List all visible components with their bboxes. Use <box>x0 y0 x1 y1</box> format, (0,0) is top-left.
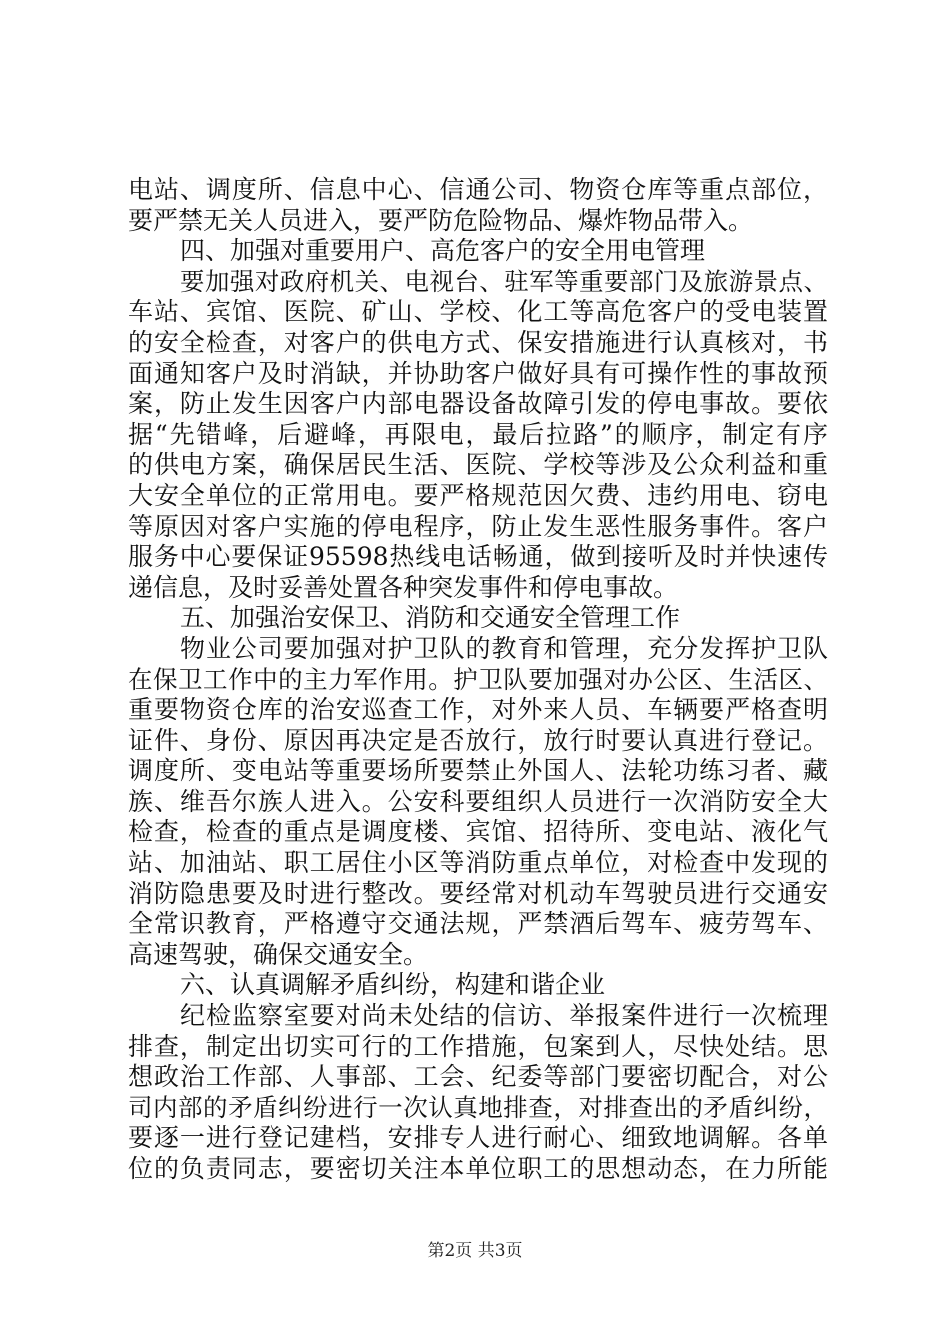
text-line: 车站、宾馆、医院、矿山、学校、化工等高危客户的受电装置 <box>128 297 828 327</box>
text-line: 检查，检查的重点是调度楼、宾馆、招待所、变电站、液化气 <box>128 817 828 847</box>
section-heading: 六、认真调解矛盾纠纷，构建和谐企业 <box>180 970 606 1000</box>
text-line: 全常识教育，严格遵守交通法规，严禁酒后驾车、疲劳驾车、 <box>128 909 828 939</box>
text-line: 大安全单位的正常用电。要严格规范因欠费、违约用电、窃电 <box>128 480 828 510</box>
text-line: 司内部的矛盾纠纷进行一次认真地排查，对排查出的矛盾纠纷， <box>128 1092 828 1122</box>
text-line: 位的负责同志，要密切关注本单位职工的思想动态，在力所能 <box>128 1154 828 1183</box>
text-line: 要逐一进行登记建档，安排专人进行耐心、细致地调解。各单 <box>128 1123 828 1153</box>
text-line: 消防隐患要及时进行整改。要经常对机动车驾驶员进行交通安 <box>128 878 828 908</box>
text-line: 想政治工作部、人事部、工会、纪委等部门要密切配合，对公 <box>128 1062 828 1092</box>
text-line: 要加强对政府机关、电视台、驻军等重要部门及旅游景点、 <box>180 266 828 296</box>
text-line: 调度所、变电站等重要场所要禁止外国人、法轮功练习者、藏 <box>128 756 828 786</box>
text-line: 站、加油站、职工居住小区等消防重点单位，对检查中发现的 <box>128 848 828 878</box>
text-line: 的安全检查，对客户的供电方式、保安措施进行认真核对，书 <box>128 327 828 357</box>
text-line: 物业公司要加强对护卫队的教育和管理，充分发挥护卫队 <box>180 633 828 663</box>
text-line: 要严禁无关人员进入，要严防危险物品、爆炸物品带入。 <box>128 205 754 235</box>
text-line: 案，防止发生因客户内部电器设备故障引发的停电事故。要依 <box>128 389 828 419</box>
text-line: 高速驾驶，确保交通安全。 <box>128 939 429 969</box>
text-line: 证件、身份、原因再决定是否放行，放行时要认真进行登记。 <box>128 725 828 755</box>
text-line: 据“先错峰，后避峰，再限电，最后拉路”的顺序，制定有序 <box>128 419 828 449</box>
text-line: 电站、调度所、信息中心、信通公司、物资仓库等重点部位， <box>128 175 828 204</box>
document-body <box>128 175 828 1185</box>
page-number-footer: 第2页 共3页 <box>427 1241 523 1261</box>
text-line: 递信息，及时妥善处置各种突发事件和停电事故。 <box>128 572 679 602</box>
text-line: 面通知客户及时消缺，并协助客户做好具有可操作性的事故预 <box>128 358 828 388</box>
text-line: 族、维吾尔族人进入。公安科要组织人员进行一次消防安全大 <box>128 786 828 816</box>
section-heading: 四、加强对重要用户、高危客户的安全用电管理 <box>180 236 706 266</box>
text-line: 的供电方案，确保居民生活、医院、学校等涉及公众利益和重 <box>128 450 828 480</box>
text-line: 在保卫工作中的主力军作用。护卫队要加强对办公区、生活区、 <box>128 664 828 694</box>
text-line: 等原因对客户实施的停电程序，防止发生恶性服务事件。客户 <box>128 511 828 541</box>
text-line: 重要物资仓库的治安巡查工作，对外来人员、车辆要严格查明 <box>128 695 828 725</box>
text-line: 排查，制定出切实可行的工作措施，包案到人，尽快处结。思 <box>128 1031 828 1061</box>
text-line: 纪检监察室要对尚未处结的信访、举报案件进行一次梳理 <box>180 1001 828 1031</box>
section-heading: 五、加强治安保卫、消防和交通安全管理工作 <box>180 603 681 633</box>
text-line: 服务中心要保证95598热线电话畅通，做到接听及时并快速传 <box>128 542 828 572</box>
